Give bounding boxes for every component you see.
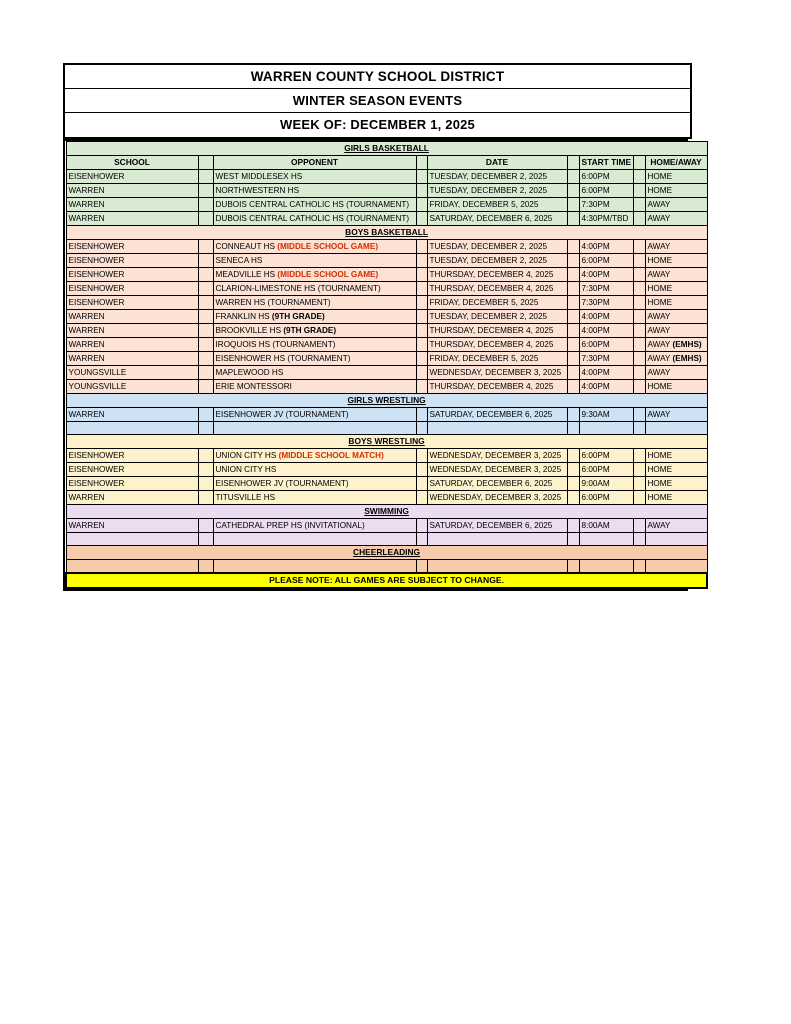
cell-school: EISENHOWER (66, 463, 198, 477)
week-of-title: WEEK OF: DECEMBER 1, 2025 (65, 113, 690, 137)
spacer-cell (198, 324, 213, 338)
spacer-cell (633, 533, 645, 546)
cell-opponent: DUBOIS CENTRAL CATHOLIC HS (TOURNAMENT) (213, 212, 416, 226)
spacer-cell (416, 352, 427, 366)
cell-date: SATURDAY, DECEMBER 6, 2025 (427, 477, 567, 491)
cell-opponent: WARREN HS (TOURNAMENT) (213, 296, 416, 310)
spacer-cell (633, 282, 645, 296)
cell-home-away: AWAY (645, 240, 707, 254)
schedule-row (66, 282, 707, 296)
cell-start-time: 4:30PM/TBD (579, 212, 633, 226)
cell-school: EISENHOWER (66, 170, 198, 184)
cell-start-time: 4:00PM (579, 366, 633, 380)
cell-home-away: AWAY (EMHS) (645, 338, 707, 352)
opponent-emphasis: (9TH GRADE) (283, 326, 337, 335)
spacer-cell (633, 170, 645, 184)
cell-start-time: 7:30PM (579, 296, 633, 310)
section-title (66, 226, 707, 240)
footer-note-row (66, 573, 707, 588)
opponent-emphasis: (MIDDLE SCHOOL GAME) (277, 242, 379, 251)
cell-opponent: NORTHWESTERN HS (213, 184, 416, 198)
spacer-cell (198, 533, 213, 546)
cell-date: THURSDAY, DECEMBER 4, 2025 (427, 380, 567, 394)
cell-date: SATURDAY, DECEMBER 6, 2025 (427, 408, 567, 422)
spacer-cell (416, 366, 427, 380)
cell-school: WARREN (66, 198, 198, 212)
cell-start-time: 6:00PM (579, 449, 633, 463)
spacer-cell (633, 310, 645, 324)
section-header-row (66, 505, 707, 519)
spacer-cell (416, 282, 427, 296)
spacer-cell (416, 449, 427, 463)
cell-date: THURSDAY, DECEMBER 4, 2025 (427, 338, 567, 352)
cell-opponent: ERIE MONTESSORI (213, 380, 416, 394)
cell-opponent: UNION CITY HS (213, 463, 416, 477)
section-header-row (66, 435, 707, 449)
cell-school: WARREN (66, 310, 198, 324)
schedule-row (66, 198, 707, 212)
footer-note: PLEASE NOTE: ALL GAMES ARE SUBJECT TO CHANGE. (66, 573, 707, 588)
cell-opponent: EISENHOWER JV (TOURNAMENT) (213, 408, 416, 422)
cell-opponent: CLARION-LIMESTONE HS (TOURNAMENT) (213, 282, 416, 296)
spacer-cell (416, 254, 427, 268)
spacer-cell (198, 408, 213, 422)
section-title (66, 435, 707, 449)
spacer-cell (567, 296, 579, 310)
cell-school (66, 533, 198, 546)
spacer-cell (633, 366, 645, 380)
home-away-emphasis: (EMHS) (672, 354, 702, 363)
cell-home-away: HOME (645, 477, 707, 491)
spacer-cell (198, 352, 213, 366)
cell-date: FRIDAY, DECEMBER 5, 2025 (427, 296, 567, 310)
cell-start-time: 6:00PM (579, 463, 633, 477)
spacer-cell (567, 324, 579, 338)
cell-home-away: AWAY (EMHS) (645, 352, 707, 366)
cell-start-time: 4:00PM (579, 268, 633, 282)
cell-home-away: AWAY (645, 310, 707, 324)
spacer-cell (567, 282, 579, 296)
cell-home-away: HOME (645, 170, 707, 184)
schedule-row (66, 560, 707, 573)
cell-opponent: SENECA HS (213, 254, 416, 268)
section-title-text: CHEERLEADING (353, 547, 421, 557)
cell-start-time (579, 422, 633, 435)
cell-home-away: HOME (645, 380, 707, 394)
cell-date: TUESDAY, DECEMBER 2, 2025 (427, 310, 567, 324)
spacer-cell (567, 352, 579, 366)
column-header-start-time: START TIME (579, 156, 633, 170)
column-header-opponent: OPPONENT (213, 156, 416, 170)
spacer-cell (198, 380, 213, 394)
spacer-cell (567, 408, 579, 422)
spacer-cell (416, 422, 427, 435)
cell-start-time: 4:00PM (579, 380, 633, 394)
schedule-grid (63, 139, 702, 591)
spacer-cell (567, 380, 579, 394)
spacer-cell (198, 254, 213, 268)
cell-school: EISENHOWER (66, 296, 198, 310)
cell-school: EISENHOWER (66, 477, 198, 491)
spacer-cell (567, 463, 579, 477)
spacer-cell (633, 240, 645, 254)
section-title-text: GIRLS BASKETBALL (344, 143, 429, 153)
cell-start-time: 6:00PM (579, 254, 633, 268)
cell-date: TUESDAY, DECEMBER 2, 2025 (427, 184, 567, 198)
cell-date: THURSDAY, DECEMBER 4, 2025 (427, 324, 567, 338)
cell-home-away: HOME (645, 184, 707, 198)
section-title-text: GIRLS WRESTLING (347, 395, 426, 405)
cell-start-time (579, 560, 633, 573)
cell-school: WARREN (66, 491, 198, 505)
cell-date (427, 422, 567, 435)
spacer-cell (567, 240, 579, 254)
cell-start-time: 6:00PM (579, 491, 633, 505)
cell-start-time (579, 533, 633, 546)
cell-date: THURSDAY, DECEMBER 4, 2025 (427, 282, 567, 296)
spacer-cell (567, 366, 579, 380)
section-title-text: BOYS WRESTLING (348, 436, 425, 446)
cell-school: WARREN (66, 212, 198, 226)
cell-date: FRIDAY, DECEMBER 5, 2025 (427, 352, 567, 366)
spacer-cell (633, 296, 645, 310)
spacer-cell (633, 254, 645, 268)
spacer-cell (416, 338, 427, 352)
spacer-cell (567, 268, 579, 282)
cell-start-time: 7:30PM (579, 352, 633, 366)
spacer-cell (633, 491, 645, 505)
section-header-row (66, 142, 707, 156)
schedule-row (66, 240, 707, 254)
spacer-cell (198, 212, 213, 226)
cell-school: YOUNGSVILLE (66, 380, 198, 394)
cell-opponent: CONNEAUT HS (MIDDLE SCHOOL GAME) (213, 240, 416, 254)
opponent-emphasis: (MIDDLE SCHOOL MATCH) (278, 451, 384, 460)
spacer-cell (633, 156, 645, 170)
spacer-cell (416, 268, 427, 282)
spacer-cell (633, 380, 645, 394)
cell-opponent (213, 422, 416, 435)
cell-school: WARREN (66, 184, 198, 198)
section-title (66, 546, 707, 560)
schedule-row (66, 352, 707, 366)
spacer-cell (416, 170, 427, 184)
schedule-row (66, 422, 707, 435)
cell-opponent: TITUSVILLE HS (213, 491, 416, 505)
spacer-cell (198, 463, 213, 477)
cell-school: YOUNGSVILLE (66, 366, 198, 380)
cell-date (427, 533, 567, 546)
opponent-emphasis: (MIDDLE SCHOOL GAME) (277, 270, 379, 279)
cell-school: WARREN (66, 338, 198, 352)
spacer-cell (416, 491, 427, 505)
spacer-cell (633, 352, 645, 366)
cell-start-time: 9:30AM (579, 408, 633, 422)
cell-home-away (645, 422, 707, 435)
spacer-cell (198, 282, 213, 296)
cell-school: EISENHOWER (66, 240, 198, 254)
spacer-cell (198, 519, 213, 533)
spacer-cell (198, 422, 213, 435)
spacer-cell (198, 156, 213, 170)
cell-opponent: FRANKLIN HS (9TH GRADE) (213, 310, 416, 324)
document-title-block (63, 63, 692, 139)
schedule-row (66, 254, 707, 268)
cell-home-away: HOME (645, 254, 707, 268)
cell-date: WEDNESDAY, DECEMBER 3, 2025 (427, 366, 567, 380)
spacer-cell (567, 212, 579, 226)
spacer-cell (198, 338, 213, 352)
spacer-cell (567, 519, 579, 533)
spacer-cell (567, 491, 579, 505)
schedule-row (66, 310, 707, 324)
cell-school: EISENHOWER (66, 268, 198, 282)
cell-home-away: HOME (645, 449, 707, 463)
spacer-cell (416, 240, 427, 254)
cell-start-time: 6:00PM (579, 170, 633, 184)
spacer-cell (416, 560, 427, 573)
cell-start-time: 4:00PM (579, 324, 633, 338)
cell-opponent: MAPLEWOOD HS (213, 366, 416, 380)
cell-home-away (645, 560, 707, 573)
schedule-row (66, 296, 707, 310)
schedule-row (66, 477, 707, 491)
schedule-row (66, 338, 707, 352)
spacer-cell (416, 212, 427, 226)
spacer-cell (198, 184, 213, 198)
spacer-cell (633, 198, 645, 212)
cell-opponent: EISENHOWER JV (TOURNAMENT) (213, 477, 416, 491)
cell-home-away: HOME (645, 296, 707, 310)
cell-school (66, 422, 198, 435)
spacer-cell (198, 296, 213, 310)
cell-home-away: AWAY (645, 408, 707, 422)
section-title (66, 505, 707, 519)
spacer-cell (198, 268, 213, 282)
schedule-row (66, 533, 707, 546)
spacer-cell (567, 310, 579, 324)
spacer-cell (198, 198, 213, 212)
spacer-cell (416, 324, 427, 338)
section-title (66, 394, 707, 408)
spacer-cell (416, 408, 427, 422)
spacer-cell (633, 519, 645, 533)
cell-home-away: AWAY (645, 519, 707, 533)
spacer-cell (198, 477, 213, 491)
cell-start-time: 4:00PM (579, 310, 633, 324)
schedule-row (66, 491, 707, 505)
spacer-cell (416, 519, 427, 533)
spacer-cell (416, 477, 427, 491)
spacer-cell (416, 533, 427, 546)
cell-date: FRIDAY, DECEMBER 5, 2025 (427, 198, 567, 212)
spacer-cell (416, 310, 427, 324)
spacer-cell (416, 156, 427, 170)
spacer-cell (567, 338, 579, 352)
spacer-cell (567, 170, 579, 184)
cell-home-away: AWAY (645, 212, 707, 226)
cell-start-time: 4:00PM (579, 240, 633, 254)
spacer-cell (633, 268, 645, 282)
column-header-row (66, 156, 707, 170)
section-title (66, 142, 707, 156)
cell-opponent (213, 533, 416, 546)
cell-date: WEDNESDAY, DECEMBER 3, 2025 (427, 463, 567, 477)
cell-school: EISENHOWER (66, 449, 198, 463)
cell-opponent: IROQUOIS HS (TOURNAMENT) (213, 338, 416, 352)
schedule-row (66, 408, 707, 422)
spacer-cell (416, 380, 427, 394)
cell-school: WARREN (66, 519, 198, 533)
spacer-cell (198, 449, 213, 463)
spacer-cell (198, 491, 213, 505)
cell-home-away: HOME (645, 491, 707, 505)
cell-date: WEDNESDAY, DECEMBER 3, 2025 (427, 449, 567, 463)
spacer-cell (567, 198, 579, 212)
schedule-row (66, 380, 707, 394)
cell-home-away (645, 533, 707, 546)
spacer-cell (198, 560, 213, 573)
cell-date (427, 560, 567, 573)
season-title: WINTER SEASON EVENTS (65, 89, 690, 113)
cell-opponent (213, 560, 416, 573)
spacer-cell (633, 184, 645, 198)
cell-opponent: BROOKVILLE HS (9TH GRADE) (213, 324, 416, 338)
cell-start-time: 6:00PM (579, 338, 633, 352)
section-title-text: BOYS BASKETBALL (345, 227, 428, 237)
spacer-cell (567, 477, 579, 491)
spacer-cell (416, 296, 427, 310)
schedule-row (66, 449, 707, 463)
cell-date: WEDNESDAY, DECEMBER 3, 2025 (427, 491, 567, 505)
cell-start-time: 6:00PM (579, 184, 633, 198)
section-header-row (66, 226, 707, 240)
column-header-date: DATE (427, 156, 567, 170)
home-away-emphasis: (EMHS) (672, 340, 702, 349)
cell-opponent: MEADVILLE HS (MIDDLE SCHOOL GAME) (213, 268, 416, 282)
cell-opponent: EISENHOWER HS (TOURNAMENT) (213, 352, 416, 366)
cell-start-time: 8:00AM (579, 519, 633, 533)
opponent-emphasis: (9TH GRADE) (271, 312, 325, 321)
spacer-cell (416, 463, 427, 477)
cell-home-away: AWAY (645, 198, 707, 212)
spacer-cell (567, 184, 579, 198)
spacer-cell (416, 198, 427, 212)
spacer-cell (633, 212, 645, 226)
cell-date: SATURDAY, DECEMBER 6, 2025 (427, 212, 567, 226)
cell-date: TUESDAY, DECEMBER 2, 2025 (427, 170, 567, 184)
spacer-cell (198, 366, 213, 380)
spacer-cell (567, 254, 579, 268)
spacer-cell (633, 560, 645, 573)
spacer-cell (633, 449, 645, 463)
cell-home-away: HOME (645, 282, 707, 296)
column-header-home-away: HOME/AWAY (645, 156, 707, 170)
spacer-cell (567, 533, 579, 546)
schedule-row (66, 366, 707, 380)
spacer-cell (633, 324, 645, 338)
spacer-cell (633, 477, 645, 491)
spacer-cell (198, 310, 213, 324)
cell-opponent: CATHEDRAL PREP HS (INVITATIONAL) (213, 519, 416, 533)
schedule-row (66, 463, 707, 477)
cell-home-away: AWAY (645, 324, 707, 338)
cell-start-time: 7:30PM (579, 282, 633, 296)
section-header-row (66, 394, 707, 408)
cell-school: EISENHOWER (66, 254, 198, 268)
cell-home-away: AWAY (645, 268, 707, 282)
cell-start-time: 9:00AM (579, 477, 633, 491)
section-title-text: SWIMMING (364, 506, 409, 516)
district-title: WARREN COUNTY SCHOOL DISTRICT (65, 65, 690, 89)
spacer-cell (633, 422, 645, 435)
spacer-cell (198, 240, 213, 254)
cell-date: TUESDAY, DECEMBER 2, 2025 (427, 240, 567, 254)
cell-home-away: HOME (645, 463, 707, 477)
column-header-school: SCHOOL (66, 156, 198, 170)
schedule-row (66, 184, 707, 198)
section-header-row (66, 546, 707, 560)
cell-date: THURSDAY, DECEMBER 4, 2025 (427, 268, 567, 282)
spacer-cell (198, 170, 213, 184)
cell-opponent: WEST MIDDLESEX HS (213, 170, 416, 184)
cell-date: SATURDAY, DECEMBER 6, 2025 (427, 519, 567, 533)
schedule-row (66, 519, 707, 533)
cell-start-time: 7:30PM (579, 198, 633, 212)
cell-school: WARREN (66, 352, 198, 366)
schedule-row (66, 212, 707, 226)
schedule-row (66, 170, 707, 184)
schedule-row (66, 324, 707, 338)
cell-school: WARREN (66, 408, 198, 422)
schedule-row (66, 268, 707, 282)
spacer-cell (567, 156, 579, 170)
spacer-cell (633, 463, 645, 477)
spacer-cell (416, 184, 427, 198)
cell-school: EISENHOWER (66, 282, 198, 296)
cell-date: TUESDAY, DECEMBER 2, 2025 (427, 254, 567, 268)
cell-home-away: AWAY (645, 366, 707, 380)
spacer-cell (567, 449, 579, 463)
cell-school (66, 560, 198, 573)
cell-opponent: DUBOIS CENTRAL CATHOLIC HS (TOURNAMENT) (213, 198, 416, 212)
cell-opponent: UNION CITY HS (MIDDLE SCHOOL MATCH) (213, 449, 416, 463)
schedule-table (65, 141, 708, 589)
spacer-cell (633, 408, 645, 422)
spacer-cell (567, 560, 579, 573)
spacer-cell (567, 422, 579, 435)
spacer-cell (633, 338, 645, 352)
cell-school: WARREN (66, 324, 198, 338)
